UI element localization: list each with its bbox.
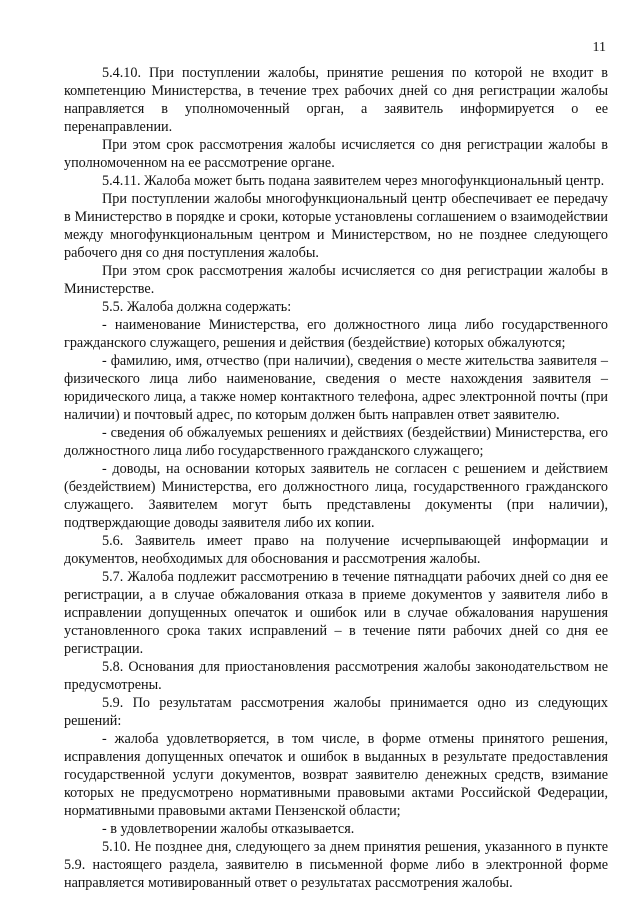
list-item-complaint-rejected: - в удовлетворении жалобы отказывается. xyxy=(102,821,355,837)
page-number: 11 xyxy=(592,40,606,55)
paragraph-5-5: 5.5. Жалоба должна содержать: xyxy=(102,299,292,315)
paragraph-5-9: 5.9. По результатам рассмотрения жалобы принимается одно из следующих решений: xyxy=(64,695,608,729)
paragraph-5-6: 5.6. Заявитель имеет право на получение исчерпывающей информации и документов, необходимых для обоснования и рассмотрения жалобы. xyxy=(64,533,608,567)
paragraph-5-7: 5.7. Жалоба подлежит рассмотрению в течение пятнадцати рабочих дней со дня ее регистрации, а в случае обжалования отказа в приеме документов у заявителя либо в исправлении допущенных опечаток и ошибок или в случае обжалования нарушения установленного срока таких исправлений – в течение пяти рабочих дней со дня ее регистрации. xyxy=(64,569,608,657)
paragraph-5-4-10-term: При этом срок рассмотрения жалобы исчисляется со дня регистрации жалобы в уполномоченном на ее рассмотрение органе. xyxy=(64,137,608,171)
list-item-appealed-decisions: - сведения об обжалуемых решениях и действиях (бездействии) Министерства, его должностного лица либо государственного гражданского служащего; xyxy=(64,425,608,459)
paragraph-5-4-11-transfer: При поступлении жалобы многофункциональный центр обеспечивает ее передачу в Министерство в порядке и сроки, которые установлены соглашением о взаимодействии между многофункциональным центром и Министерством, но не позднее следующего рабочего дня со дня поступления жалобы. xyxy=(64,191,608,261)
document-body xyxy=(64,64,608,892)
list-item-applicant-details: - фамилию, имя, отчество (при наличии), сведения о месте жительства заявителя – физического лица либо наименование, сведения о месте нахождения заявителя – юридического лица, а также номер контактного телефона, адрес электронной почты (при наличии) и почтовый адрес, по которым должен быть направлен ответ заявителю. xyxy=(64,353,608,423)
paragraph-5-8: 5.8. Основания для приостановления рассмотрения жалобы законодательством не предусмотрены. xyxy=(64,659,608,693)
list-item-complaint-satisfied: - жалоба удовлетворяется, в том числе, в форме отмены принятого решения, исправления допущенных опечаток и ошибок в выданных в результате предоставления государственной услуги документов, возврат заявителю денежных средств, взимание которых не предусмотрено нормативными правовыми актами Российской Федерации, нормативными правовыми актами Пензенской области; xyxy=(64,731,608,819)
list-item-arguments: - доводы, на основании которых заявитель не согласен с решением и действием (бездействием) Министерства, его должностного лица, государственного гражданского служащего. Заявителем могут быть представлены документы (при наличии), подтверждающие доводы заявителя либо их копии. xyxy=(64,461,608,531)
paragraph-5-4-10: 5.4.10. При поступлении жалобы, принятие решения по которой не входит в компетенцию Министерства, в течение трех рабочих дней со дня регистрации жалобы направляется в уполномоченный орган, а заявитель информируется о ее перенаправлении. xyxy=(64,65,608,135)
paragraph-5-10: 5.10. Не позднее дня, следующего за днем принятия решения, указанного в пункте 5.9. настоящего раздела, заявителю в письменной форме либо в электронной форме направляется мотивированный ответ о результатах рассмотрения жалобы. xyxy=(64,839,608,891)
list-item-ministry-name: - наименование Министерства, его должностного лица либо государственного гражданского служащего, решения и действия (бездействие) которых обжалуются; xyxy=(64,317,608,351)
paragraph-5-4-11: 5.4.11. Жалоба может быть подана заявителем через многофункциональный центр. xyxy=(102,173,605,189)
paragraph-5-4-11-term: При этом срок рассмотрения жалобы исчисляется со дня регистрации жалобы в Министерстве. xyxy=(64,263,608,297)
